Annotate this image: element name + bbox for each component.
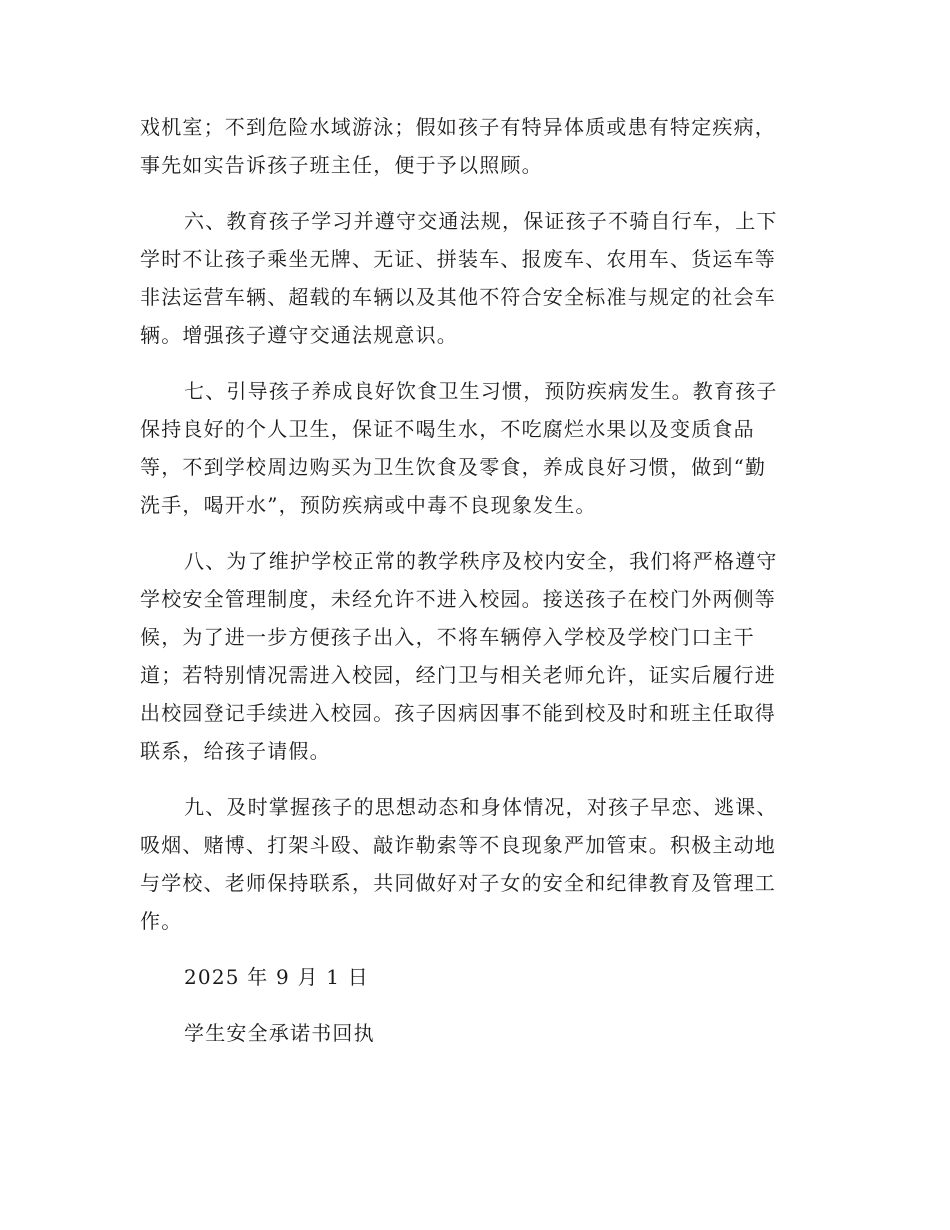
text-line: 七、引导孩子养成良好饮食卫生习惯，预防疾病发生。教育孩子 [184, 379, 778, 403]
text-line: 事先如实告诉孩子班主任，便于予以照顾。 [140, 153, 543, 177]
text-line: 作。 [140, 909, 183, 933]
paragraph-seven [140, 372, 812, 524]
receipt-title: 学生安全承诺书回执 [184, 1021, 375, 1045]
text-line: 洗手，喝开水”，预防疾病或中毒不良现象发生。 [140, 493, 597, 517]
text-line: 与学校、老师保持联系，共同做好对子女的安全和纪律教育及管理工 [140, 871, 776, 895]
text-line: 学时不让孩子乘坐无牌、无证、拼装车、报废车、农用车、货运车等 [140, 247, 776, 271]
text-line: 九、及时掌握孩子的思想动态和身体情况，对孩子早恋、逃课、 [184, 795, 778, 819]
text-line: 等，不到学校周边购买为卫生饮食及零食，养成良好习惯，做到“勤 [140, 455, 767, 479]
text-line: 道；若特别情况需进入校园，经门卫与相关老师允许，证实后履行进 [140, 663, 776, 687]
text-line: 吸烟、赌博、打架斗殴、敲诈勒索等不良现象严加管束。积极主动地 [140, 833, 776, 857]
text-line: 八、为了维护学校正常的教学秩序及校内安全，我们将严格遵守 [184, 549, 778, 573]
document-date: 2025 年 9 月 1 日 [184, 965, 369, 989]
paragraph-six [140, 202, 812, 354]
text-line: 戏机室；不到危险水域游泳；假如孩子有特异体质或患有特定疾病， [140, 115, 776, 139]
text-line: 非法运营车辆、超载的车辆以及其他不符合安全标准与规定的社会车 [140, 285, 776, 309]
text-line: 出校园登记手续进入校园。孩子因病因事不能到校及时和班主任取得 [140, 701, 776, 725]
text-line: 六、教育孩子学习并遵守交通法规，保证孩子不骑自行车，上下 [184, 209, 778, 233]
paragraph-nine [140, 788, 812, 940]
text-line: 候，为了进一步方便孩子出入，不将车辆停入学校及学校门口主干 [140, 625, 755, 649]
paragraph-continued [140, 108, 812, 184]
text-line: 学校安全管理制度，未经允许不进入校园。接送孩子在校门外两侧等 [140, 587, 776, 611]
paragraph-eight [140, 542, 812, 770]
text-line: 联系，给孩子请假。 [140, 739, 331, 763]
document-body [140, 108, 812, 1052]
text-line: 辆。增强孩子遵守交通法规意识。 [140, 323, 458, 347]
text-line: 保持良好的个人卫生，保证不喝生水，不吃腐烂水果以及变质食品 [140, 417, 755, 441]
